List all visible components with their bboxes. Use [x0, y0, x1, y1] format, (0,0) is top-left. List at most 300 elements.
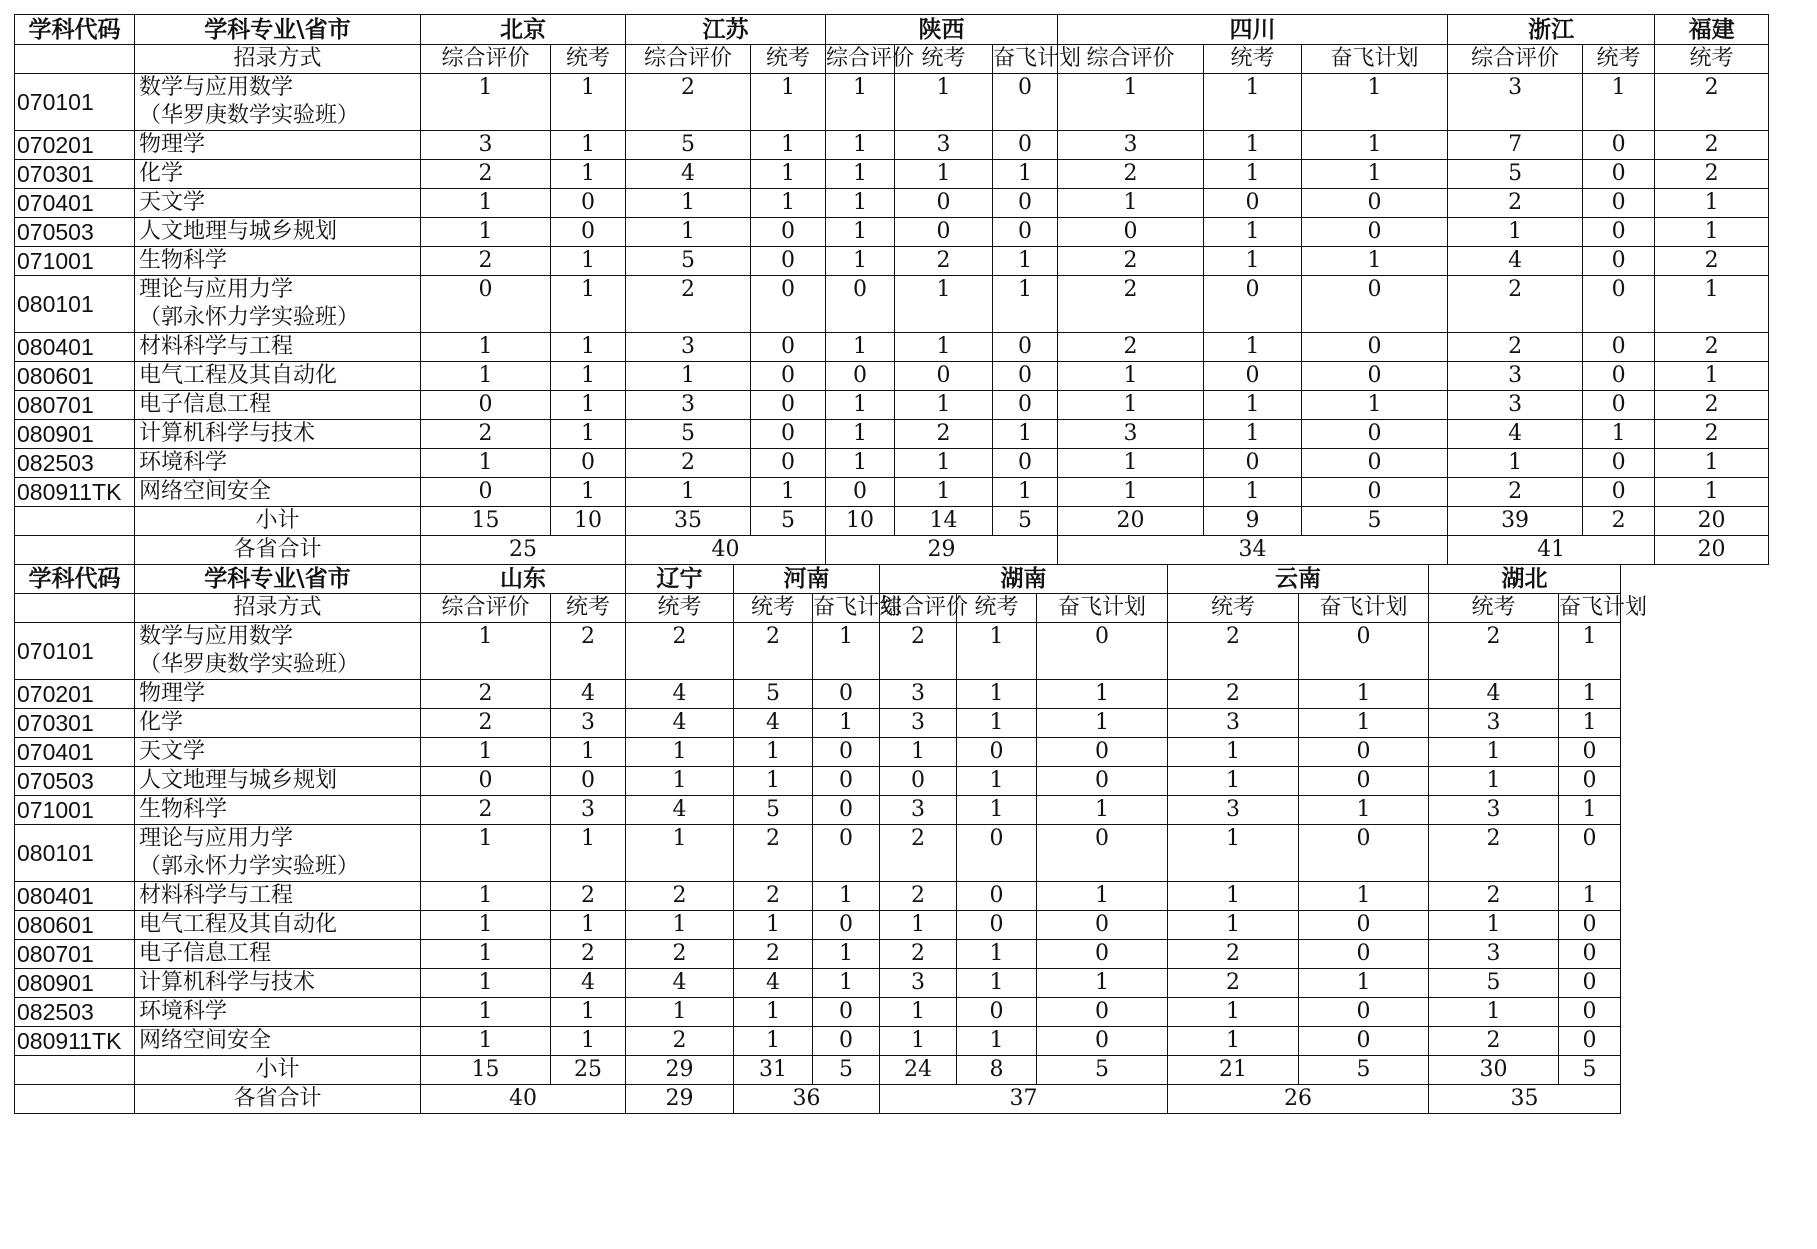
quota-cell: 0: [1583, 333, 1655, 362]
major-code: 071001: [15, 247, 135, 276]
quota-cell: 2: [1168, 622, 1299, 679]
quota-cell: 2: [1655, 420, 1769, 449]
quota-cell: 0: [813, 679, 880, 708]
method-name: 奋飞计划: [1302, 45, 1448, 74]
quota-cell: 1: [1204, 333, 1302, 362]
quota-cell: 0: [1583, 160, 1655, 189]
province-name: 陕西: [826, 15, 1058, 45]
quota-cell: 4: [626, 160, 751, 189]
quota-cell: 1: [751, 189, 826, 218]
province-name: 山东: [421, 564, 626, 593]
major-code: 070101: [15, 74, 135, 131]
table-row: [15, 708, 1736, 737]
quota-cell: 0: [1559, 1026, 1621, 1055]
quota-cell: 0: [1299, 939, 1429, 968]
method-name: 综合评价: [1448, 45, 1583, 74]
major-name: 计算机科学与技术: [135, 420, 421, 449]
major-name: 网络空间安全: [135, 478, 421, 507]
major-name: 天文学: [135, 189, 421, 218]
quota-cell: 0: [813, 824, 880, 881]
subtotal-cell: 31: [734, 1055, 813, 1084]
quota-cell: 1: [751, 478, 826, 507]
subtotal-label: 小计: [135, 507, 421, 536]
table-row: [15, 737, 1736, 766]
major-name: 天文学: [135, 737, 421, 766]
major-code: 080911TK: [15, 478, 135, 507]
quota-cell: 1: [826, 131, 895, 160]
quota-cell: 1: [1302, 247, 1448, 276]
quota-cell: 0: [1037, 824, 1168, 881]
quota-cell: 0: [813, 737, 880, 766]
quota-cell: 1: [1429, 737, 1559, 766]
table-row: [15, 910, 1736, 939]
major-code: 080701: [15, 391, 135, 420]
quota-cell: 0: [1302, 362, 1448, 391]
table-row: [15, 766, 1736, 795]
quota-cell: 0: [1299, 622, 1429, 679]
quota-cell: 1: [1204, 131, 1302, 160]
table-row: [15, 622, 1736, 679]
quota-cell: 1: [826, 449, 895, 478]
province-total-cell: 34: [1058, 536, 1448, 565]
quota-cell: 1: [1299, 679, 1429, 708]
method-label: 招录方式: [135, 593, 421, 622]
province-total-cell: 41: [1448, 536, 1655, 565]
subtotal-cell: 5: [993, 507, 1058, 536]
major-code: 082503: [15, 449, 135, 478]
province-total-label: 各省合计: [135, 536, 421, 565]
quota-cell: 0: [1559, 910, 1621, 939]
quota-cell: 1: [626, 737, 734, 766]
quota-cell: 2: [880, 622, 957, 679]
quota-cell: 1: [421, 622, 551, 679]
province-name: 河南: [734, 564, 880, 593]
major-code: 071001: [15, 795, 135, 824]
major-code: 070301: [15, 160, 135, 189]
quota-cell: 4: [626, 679, 734, 708]
quota-cell: 1: [1058, 74, 1204, 131]
quota-cell: 0: [751, 218, 826, 247]
province-total-cell: 29: [626, 1084, 734, 1113]
quota-cell: 3: [421, 131, 551, 160]
major-code: 080901: [15, 420, 135, 449]
major-code: 080101: [15, 824, 135, 881]
major-code: 080601: [15, 910, 135, 939]
table-row: [15, 968, 1736, 997]
quota-cell: 1: [1559, 708, 1621, 737]
quota-cell: 0: [1583, 391, 1655, 420]
method-name: 统考: [734, 593, 813, 622]
major-code: 070301: [15, 708, 135, 737]
quota-cell: 2: [880, 939, 957, 968]
quota-cell: 1: [957, 1026, 1037, 1055]
major-name: 生物科学: [135, 247, 421, 276]
quota-cell: 3: [1429, 708, 1559, 737]
total-spacer: [15, 1084, 135, 1113]
subtotal-cell: 5: [1037, 1055, 1168, 1084]
quota-cell: 1: [957, 795, 1037, 824]
quota-cell: 2: [895, 420, 993, 449]
quota-cell: 5: [1448, 160, 1583, 189]
method-header-row: [15, 45, 1769, 74]
method-name: 统考: [1429, 593, 1559, 622]
major-code: 070401: [15, 737, 135, 766]
quota-cell: 1: [1302, 131, 1448, 160]
quota-cell: 4: [551, 968, 626, 997]
quota-cell: 3: [1058, 420, 1204, 449]
subtotal-spacer: [15, 1055, 135, 1084]
quota-cell: 3: [895, 131, 993, 160]
quota-cell: 1: [826, 391, 895, 420]
quota-cell: 0: [751, 449, 826, 478]
quota-cell: 0: [751, 276, 826, 333]
quota-cell: 1: [1168, 881, 1299, 910]
quota-cell: 0: [1583, 362, 1655, 391]
quota-cell: 1: [1168, 824, 1299, 881]
quota-cell: 1: [421, 362, 551, 391]
quota-cell: 0: [1302, 276, 1448, 333]
quota-cell: 1: [1559, 795, 1621, 824]
quota-cell: 1: [421, 997, 551, 1026]
quota-cell: 0: [751, 362, 826, 391]
quota-cell: 0: [1583, 276, 1655, 333]
quota-cell: 2: [421, 795, 551, 824]
subtotal-cell: 14: [895, 507, 993, 536]
method-header-row: [15, 593, 1736, 622]
quota-cell: 1: [1204, 247, 1302, 276]
quota-cell: 1: [1037, 881, 1168, 910]
quota-cell: 0: [993, 74, 1058, 131]
province-name: 辽宁: [626, 564, 734, 593]
quota-cell: 1: [1448, 218, 1583, 247]
admissions-quota-sheet: [14, 14, 1769, 1114]
quota-cell: 0: [813, 910, 880, 939]
quota-cell: 1: [895, 449, 993, 478]
subtotal-cell: 35: [626, 507, 751, 536]
quota-cell: 5: [734, 679, 813, 708]
quota-cell: 4: [1448, 420, 1583, 449]
quota-cell: 1: [421, 333, 551, 362]
major-name: 电子信息工程: [135, 939, 421, 968]
quota-cell: 4: [626, 795, 734, 824]
quota-cell: 0: [551, 449, 626, 478]
quota-cell: 2: [1448, 189, 1583, 218]
subtotal-cell: 25: [551, 1055, 626, 1084]
quota-cell: 0: [1583, 218, 1655, 247]
quota-cell: 1: [993, 247, 1058, 276]
quota-cell: 0: [551, 766, 626, 795]
table-row: [15, 160, 1769, 189]
quota-cell: 0: [421, 391, 551, 420]
quota-cell: 3: [551, 795, 626, 824]
quota-cell: 0: [1559, 997, 1621, 1026]
quota-cell: 1: [551, 910, 626, 939]
quota-cell: 3: [1168, 795, 1299, 824]
quota-cell: 4: [626, 708, 734, 737]
quota-cell: 2: [1429, 881, 1559, 910]
quota-cell: 2: [1448, 333, 1583, 362]
quota-cell: 1: [1299, 968, 1429, 997]
subtotal-cell: 5: [1559, 1055, 1621, 1084]
province-total-row: [15, 1084, 1736, 1113]
quota-cell: 1: [551, 160, 626, 189]
quota-cell: 1: [421, 74, 551, 131]
quota-cell: 1: [1559, 679, 1621, 708]
quota-cell: 1: [421, 218, 551, 247]
quota-cell: 1: [957, 679, 1037, 708]
quota-cell: 3: [1448, 362, 1583, 391]
quota-cell: 4: [734, 708, 813, 737]
quota-cell: 0: [993, 189, 1058, 218]
table-row: [15, 1026, 1736, 1055]
quota-cell: 7: [1448, 131, 1583, 160]
major-name: 理论与应用力学 （郭永怀力学实验班）: [135, 824, 421, 881]
quota-cell: 1: [1058, 449, 1204, 478]
quota-cell: 0: [421, 766, 551, 795]
quota-cell: 0: [826, 276, 895, 333]
major-name: 生物科学: [135, 795, 421, 824]
quota-cell: 2: [421, 679, 551, 708]
quota-cell: 0: [1058, 218, 1204, 247]
major-code: 070201: [15, 679, 135, 708]
quota-cell: 3: [1448, 74, 1583, 131]
quota-cell: 0: [1302, 333, 1448, 362]
quota-cell: 1: [421, 881, 551, 910]
major-name: 电气工程及其自动化: [135, 910, 421, 939]
province-total-cell: 29: [826, 536, 1058, 565]
method-name: 统考: [626, 593, 734, 622]
quota-cell: 3: [880, 708, 957, 737]
total-spacer: [15, 536, 135, 565]
quota-cell: 2: [626, 939, 734, 968]
quota-cell: 0: [957, 910, 1037, 939]
quota-cell: 4: [626, 968, 734, 997]
method-name: 统考: [957, 593, 1037, 622]
quota-cell: 1: [626, 189, 751, 218]
quota-cell: 4: [1448, 247, 1583, 276]
subtotal-cell: 29: [626, 1055, 734, 1084]
major-name: 电气工程及其自动化: [135, 362, 421, 391]
quota-cell: 1: [1037, 679, 1168, 708]
major-name: 数学与应用数学 （华罗庚数学实验班）: [135, 74, 421, 131]
quota-cell: 1: [1204, 218, 1302, 247]
quota-cell: 1: [826, 160, 895, 189]
method-name: 奋飞计划: [1037, 593, 1168, 622]
quota-cell: 3: [1429, 939, 1559, 968]
quota-cell: 1: [626, 362, 751, 391]
quota-cell: 1: [895, 160, 993, 189]
quota-cell: 0: [751, 420, 826, 449]
subtotal-cell: 5: [1299, 1055, 1429, 1084]
quota-cell: 5: [626, 247, 751, 276]
major-code: 080901: [15, 968, 135, 997]
subtotal-cell: 24: [880, 1055, 957, 1084]
subtotal-cell: 8: [957, 1055, 1037, 1084]
quota-cell: 1: [895, 276, 993, 333]
table-row: [15, 449, 1769, 478]
quota-cell: 1: [551, 420, 626, 449]
quota-cell: 1: [421, 824, 551, 881]
quota-cell: 2: [734, 622, 813, 679]
quota-cell: 1: [1429, 766, 1559, 795]
quota-cell: 1: [1299, 708, 1429, 737]
quota-cell: 1: [1302, 74, 1448, 131]
quota-cell: 0: [751, 247, 826, 276]
quota-cell: 0: [1299, 737, 1429, 766]
quota-cell: 1: [880, 737, 957, 766]
quota-cell: 2: [880, 824, 957, 881]
quota-cell: 1: [551, 333, 626, 362]
quota-cell: 2: [734, 824, 813, 881]
code-header: 学科代码: [15, 564, 135, 593]
quota-cell: 2: [895, 247, 993, 276]
table-row: [15, 679, 1736, 708]
major-code: 080701: [15, 939, 135, 968]
quota-cell: 0: [551, 218, 626, 247]
province-name: 湖北: [1429, 564, 1621, 593]
quota-cell: 3: [1058, 131, 1204, 160]
table-row: [15, 420, 1769, 449]
major-code: 080601: [15, 362, 135, 391]
table-row: [15, 218, 1769, 247]
subtotal-cell: 5: [1302, 507, 1448, 536]
quota-cell: 1: [421, 449, 551, 478]
quota-cell: 1: [751, 131, 826, 160]
quota-cell: 1: [421, 737, 551, 766]
quota-cell: 0: [551, 189, 626, 218]
quota-cell: 1: [1204, 74, 1302, 131]
major-name: 材料科学与工程: [135, 881, 421, 910]
province-header-row: [15, 564, 1736, 593]
quota-cell: 0: [421, 478, 551, 507]
quota-cell: 0: [1204, 189, 1302, 218]
province-name: 浙江: [1448, 15, 1655, 45]
quota-cell: 3: [1429, 795, 1559, 824]
subtotal-cell: 10: [551, 507, 626, 536]
method-name: 统考: [895, 45, 993, 74]
quota-cell: 0: [895, 362, 993, 391]
quota-cell: 2: [880, 881, 957, 910]
quota-cell: 0: [880, 766, 957, 795]
quota-cell: 2: [626, 276, 751, 333]
table-row: [15, 997, 1736, 1026]
quota-cell: 5: [626, 420, 751, 449]
quota-cell: 0: [1037, 910, 1168, 939]
quota-cell: 0: [1302, 478, 1448, 507]
quota-cell: 1: [734, 766, 813, 795]
quota-cell: 1: [751, 74, 826, 131]
quota-cell: 0: [1204, 449, 1302, 478]
province-name: 北京: [421, 15, 626, 45]
quota-cell: 1: [993, 276, 1058, 333]
quota-cell: 2: [1429, 622, 1559, 679]
quota-cell: 0: [1037, 622, 1168, 679]
method-name: 统考: [551, 593, 626, 622]
quota-cell: 5: [1429, 968, 1559, 997]
table-row: [15, 391, 1769, 420]
quota-cell: 2: [421, 708, 551, 737]
quota-cell: 1: [895, 74, 993, 131]
quota-cell: 1: [1299, 881, 1429, 910]
quota-cell: 1: [626, 824, 734, 881]
table-row: [15, 795, 1736, 824]
quota-cell: 2: [1058, 247, 1204, 276]
quota-cell: 3: [880, 795, 957, 824]
subtotal-cell: 2: [1583, 507, 1655, 536]
quota-cell: 1: [421, 910, 551, 939]
quota-cell: 0: [826, 362, 895, 391]
quota-cell: 1: [813, 939, 880, 968]
quota-cell: 0: [813, 997, 880, 1026]
quota-cell: 4: [734, 968, 813, 997]
major-code: 070503: [15, 766, 135, 795]
quota-cell: 0: [813, 1026, 880, 1055]
method-name: 统考: [1583, 45, 1655, 74]
quota-cell: 0: [993, 449, 1058, 478]
quota-cell: 1: [1655, 276, 1769, 333]
major-code: 070503: [15, 218, 135, 247]
quota-cell: 2: [626, 74, 751, 131]
quota-cell: 1: [551, 247, 626, 276]
major-header: 学科专业\省市: [135, 564, 421, 593]
quota-cell: 2: [1058, 333, 1204, 362]
quota-cell: 1: [1204, 160, 1302, 189]
province-name: 四川: [1058, 15, 1448, 45]
quota-cell: 1: [1448, 449, 1583, 478]
quota-cell: 0: [1302, 449, 1448, 478]
quota-cell: 1: [826, 189, 895, 218]
province-total-cell: 37: [880, 1084, 1168, 1113]
major-name: 电子信息工程: [135, 391, 421, 420]
quota-cell: 1: [1037, 795, 1168, 824]
quota-cell: 0: [813, 766, 880, 795]
quota-cell: 0: [1299, 997, 1429, 1026]
quota-cell: 2: [626, 622, 734, 679]
major-name: 理论与应用力学 （郭永怀力学实验班）: [135, 276, 421, 333]
method-name: 奋飞计划: [993, 45, 1058, 74]
quota-cell: 0: [1583, 449, 1655, 478]
quota-cell: 1: [1429, 997, 1559, 1026]
quota-cell: 2: [626, 881, 734, 910]
subtotal-cell: 15: [421, 1055, 551, 1084]
quota-cell: 2: [1168, 939, 1299, 968]
subtotal-cell: 21: [1168, 1055, 1299, 1084]
major-name: 环境科学: [135, 449, 421, 478]
quota-cell: 1: [1302, 391, 1448, 420]
major-name: 人文地理与城乡规划: [135, 766, 421, 795]
quota-cell: 2: [551, 622, 626, 679]
method-name: 统考: [1204, 45, 1302, 74]
quota-cell: 0: [1559, 824, 1621, 881]
quota-cell: 4: [1429, 679, 1559, 708]
quota-table-2: [14, 564, 1736, 1114]
quota-cell: 2: [1655, 160, 1769, 189]
quota-cell: 3: [1448, 391, 1583, 420]
major-name: 环境科学: [135, 997, 421, 1026]
quota-cell: 1: [1299, 795, 1429, 824]
quota-cell: 0: [993, 218, 1058, 247]
quota-cell: 0: [421, 276, 551, 333]
major-name: 化学: [135, 708, 421, 737]
quota-cell: 1: [734, 1026, 813, 1055]
quota-cell: 1: [626, 478, 751, 507]
quota-cell: 0: [993, 333, 1058, 362]
quota-cell: 0: [1204, 276, 1302, 333]
method-name: 综合评价: [1058, 45, 1204, 74]
quota-cell: 1: [993, 478, 1058, 507]
quota-cell: 2: [1655, 74, 1769, 131]
quota-cell: 1: [421, 1026, 551, 1055]
